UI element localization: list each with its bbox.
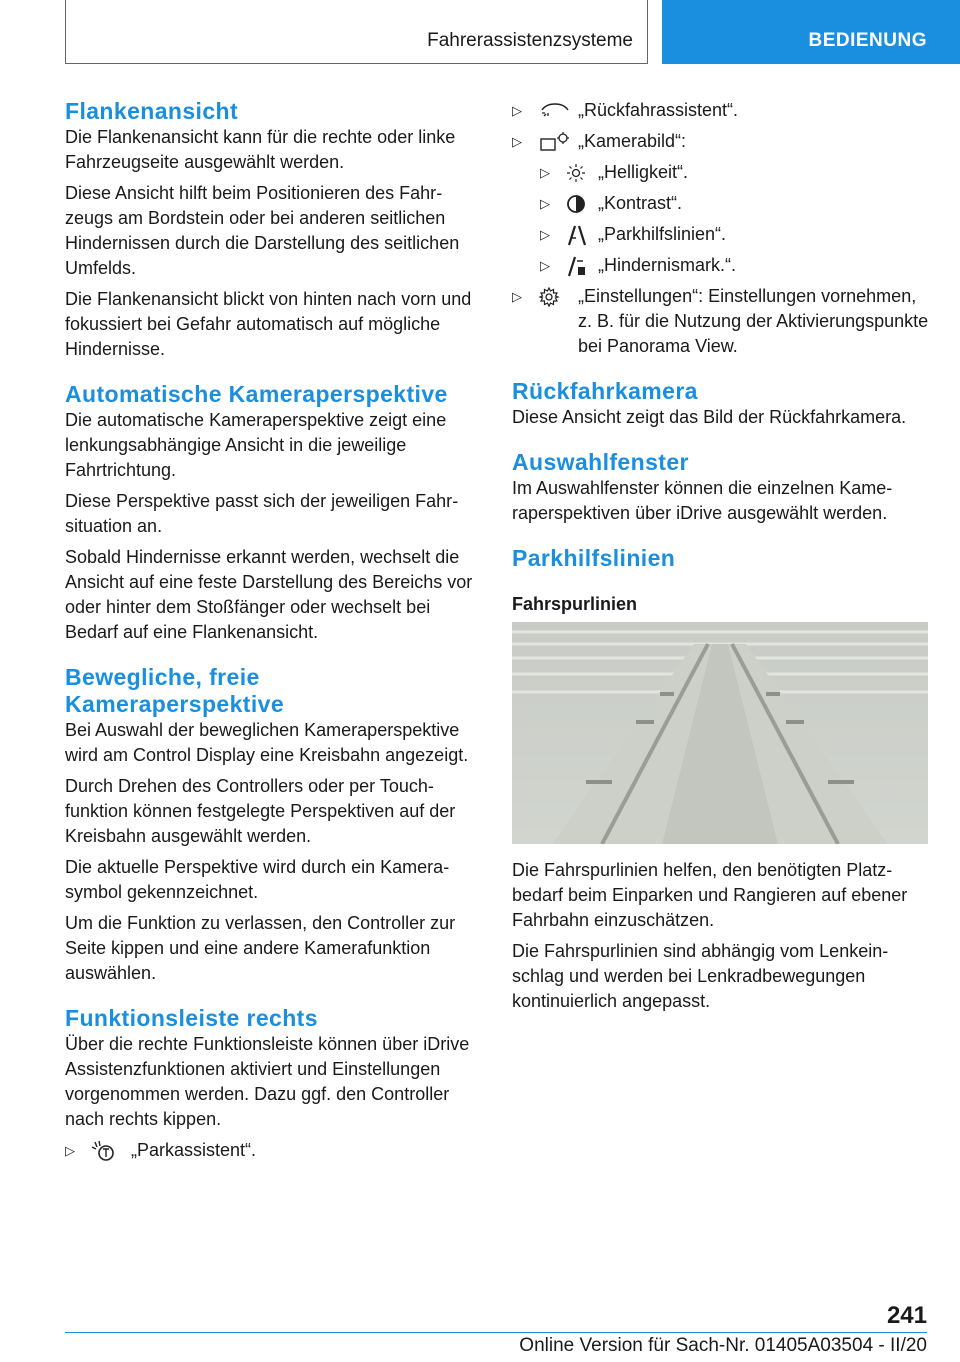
bullet-triangle-icon: ▷ <box>512 289 522 304</box>
free-camera-heading-line-2: Kameraperspektive <box>65 691 285 717</box>
bullet-triangle-icon: ▷ <box>540 258 550 273</box>
settings-label: „Einstellungen“: Einstellungen vornehmen, z. B. für die Nutzung der Aktivierungspunkte bei Panorama View. <box>578 286 929 356</box>
free-paragraph-1: Bei Auswahl der beweglichen Kameraperspektive wird am Control Display eine Kreisbahn angezeigt. <box>65 720 469 765</box>
list-item-reverse-assistant <box>512 98 932 123</box>
selection-window-heading: Auswahlfenster <box>512 449 689 475</box>
park-lines-heading: Parkhilfslinien <box>512 545 676 571</box>
park-assistant-label: „Parkassistent“. <box>131 1140 257 1160</box>
auto-paragraph-3: Sobald Hindernisse erkannt werden, wechselt die Ansicht auf eine feste Darstellung des Bereichs vor oder hinter dem Stoßfänger oder wechselt bei Bedarf auf eine Flankenansicht. <box>65 547 473 642</box>
auto-paragraph-2: Diese Perspektive passt sich der jeweiligen Fahrsituation an. <box>65 491 459 536</box>
reverse-assistant-label: „Rückfahrassistent“. <box>578 100 739 120</box>
park-lines-icon <box>566 222 598 247</box>
footer-divider <box>65 1332 927 1333</box>
function-bar-heading: Funktionsleiste rechts <box>65 1005 318 1031</box>
free-paragraph-3: Die aktuelle Perspektive wird durch ein Kamerasymbol gekennzeichnet. <box>65 857 450 902</box>
flank-paragraph-3: Die Flankenansicht blickt von hinten nach vorn und fokussiert bei Gefahr automatisch auf mögliche Hindernisse. <box>65 289 472 359</box>
flank-heading: Flankenansicht <box>65 98 239 124</box>
camera-image-label: „Kamerabild“: <box>578 131 687 151</box>
camera-image-icon <box>538 129 578 154</box>
flank-paragraph-1: Die Flankenansicht kann für die rechte oder linke Fahrzeugseite ausgewählt werden. <box>65 127 456 172</box>
left-column <box>65 98 480 1163</box>
footer-online-version: Online Version für Sach-Nr. 01405A03504 - II/20 <box>519 1335 927 1356</box>
auto-paragraph-1: Die automatische Kameraperspektive zeigt eine lenkungsabhängige Ansicht in die jeweilige Fahrtrichtung. <box>65 410 447 480</box>
header-section-box <box>65 0 648 64</box>
header-chapter-tab <box>662 0 960 64</box>
lane-lines-paragraph-1: Die Fahrspurlinien helfen, den benötigten Platzbedarf beim Einparken und Rangieren auf ebener Fahrbahn einzuschätzen. <box>512 860 908 930</box>
list-item-brightness <box>512 160 932 185</box>
bullet-triangle-icon: ▷ <box>512 103 522 118</box>
list-item-settings <box>512 284 932 359</box>
list-item-park-lines <box>512 222 932 247</box>
free-paragraph-2: Durch Drehen des Controllers oder per Touchfunktion können festgelegte Perspektiven auf der Kreisbahn ausgewählt werden. <box>65 776 456 846</box>
lane-lines-paragraph-2: Die Fahrspurlinien sind abhängig vom Lenkeinschlag und werden bei Lenkradbewegungen kontinuierlich angepasst. <box>512 941 889 1011</box>
bullet-triangle-icon: ▷ <box>540 196 550 211</box>
list-item-obstacle-marker <box>512 253 932 278</box>
settings-gear-icon <box>538 284 578 309</box>
lane-lines-illustration <box>512 622 928 844</box>
page-number: 241 <box>886 1302 927 1329</box>
right-column <box>512 98 932 1014</box>
reverse-assistant-icon <box>538 98 578 123</box>
list-item-park-assistant <box>65 1138 480 1163</box>
obstacle-marker-icon <box>566 253 598 278</box>
lane-lines-image <box>512 622 928 844</box>
function-bar-paragraph: Über die rechte Funktionsleiste können über iDrive Assistenzfunktionen aktiviert und Einstellungen vorgenommen werden. Dazu ggf. den Controller nach rechts kippen. <box>65 1034 470 1129</box>
header-chapter-title: BEDIENUNG <box>808 30 927 51</box>
brightness-label: „Helligkeit“. <box>598 162 689 182</box>
auto-camera-heading: Automatische Kameraperspektive <box>65 381 448 407</box>
brightness-icon <box>566 160 598 185</box>
list-item-contrast <box>512 191 932 216</box>
bullet-triangle-icon: ▷ <box>512 134 522 149</box>
list-item-camera-image <box>512 129 932 154</box>
header-section-title: Fahrerassistenzsysteme <box>427 30 633 51</box>
contrast-label: „Kontrast“. <box>598 193 683 213</box>
bullet-triangle-icon: ▷ <box>65 1143 75 1158</box>
rear-camera-paragraph: Diese Ansicht zeigt das Bild der Rückfahrkamera. <box>512 407 907 427</box>
free-camera-heading-line-1: Bewegliche, freie <box>65 664 260 690</box>
park-assistant-icon <box>91 1138 131 1163</box>
selection-window-paragraph: Im Auswahlfenster können die einzelnen Kameraperspektiven über iDrive ausgewählt werden. <box>512 478 893 523</box>
flank-paragraph-2: Diese Ansicht hilft beim Positionieren des Fahrzeugs am Bordstein oder bei anderen seitlichen Hindernissen durch die Darstellung des seitlichen Umfelds. <box>65 183 460 278</box>
rear-camera-heading: Rückfahrkamera <box>512 378 698 404</box>
contrast-icon <box>566 191 598 216</box>
free-paragraph-4: Um die Funktion zu verlassen, den Controller zur Seite kippen und eine andere Kamerafunktion auswählen. <box>65 913 456 983</box>
lane-lines-subheading: Fahrspurlinien <box>512 594 638 614</box>
bullet-triangle-icon: ▷ <box>540 165 550 180</box>
bullet-triangle-icon: ▷ <box>540 227 550 242</box>
obstacle-marker-label: „Hindernismark.“. <box>598 255 737 275</box>
park-lines-label: „Parkhilfslinien“. <box>598 224 727 244</box>
